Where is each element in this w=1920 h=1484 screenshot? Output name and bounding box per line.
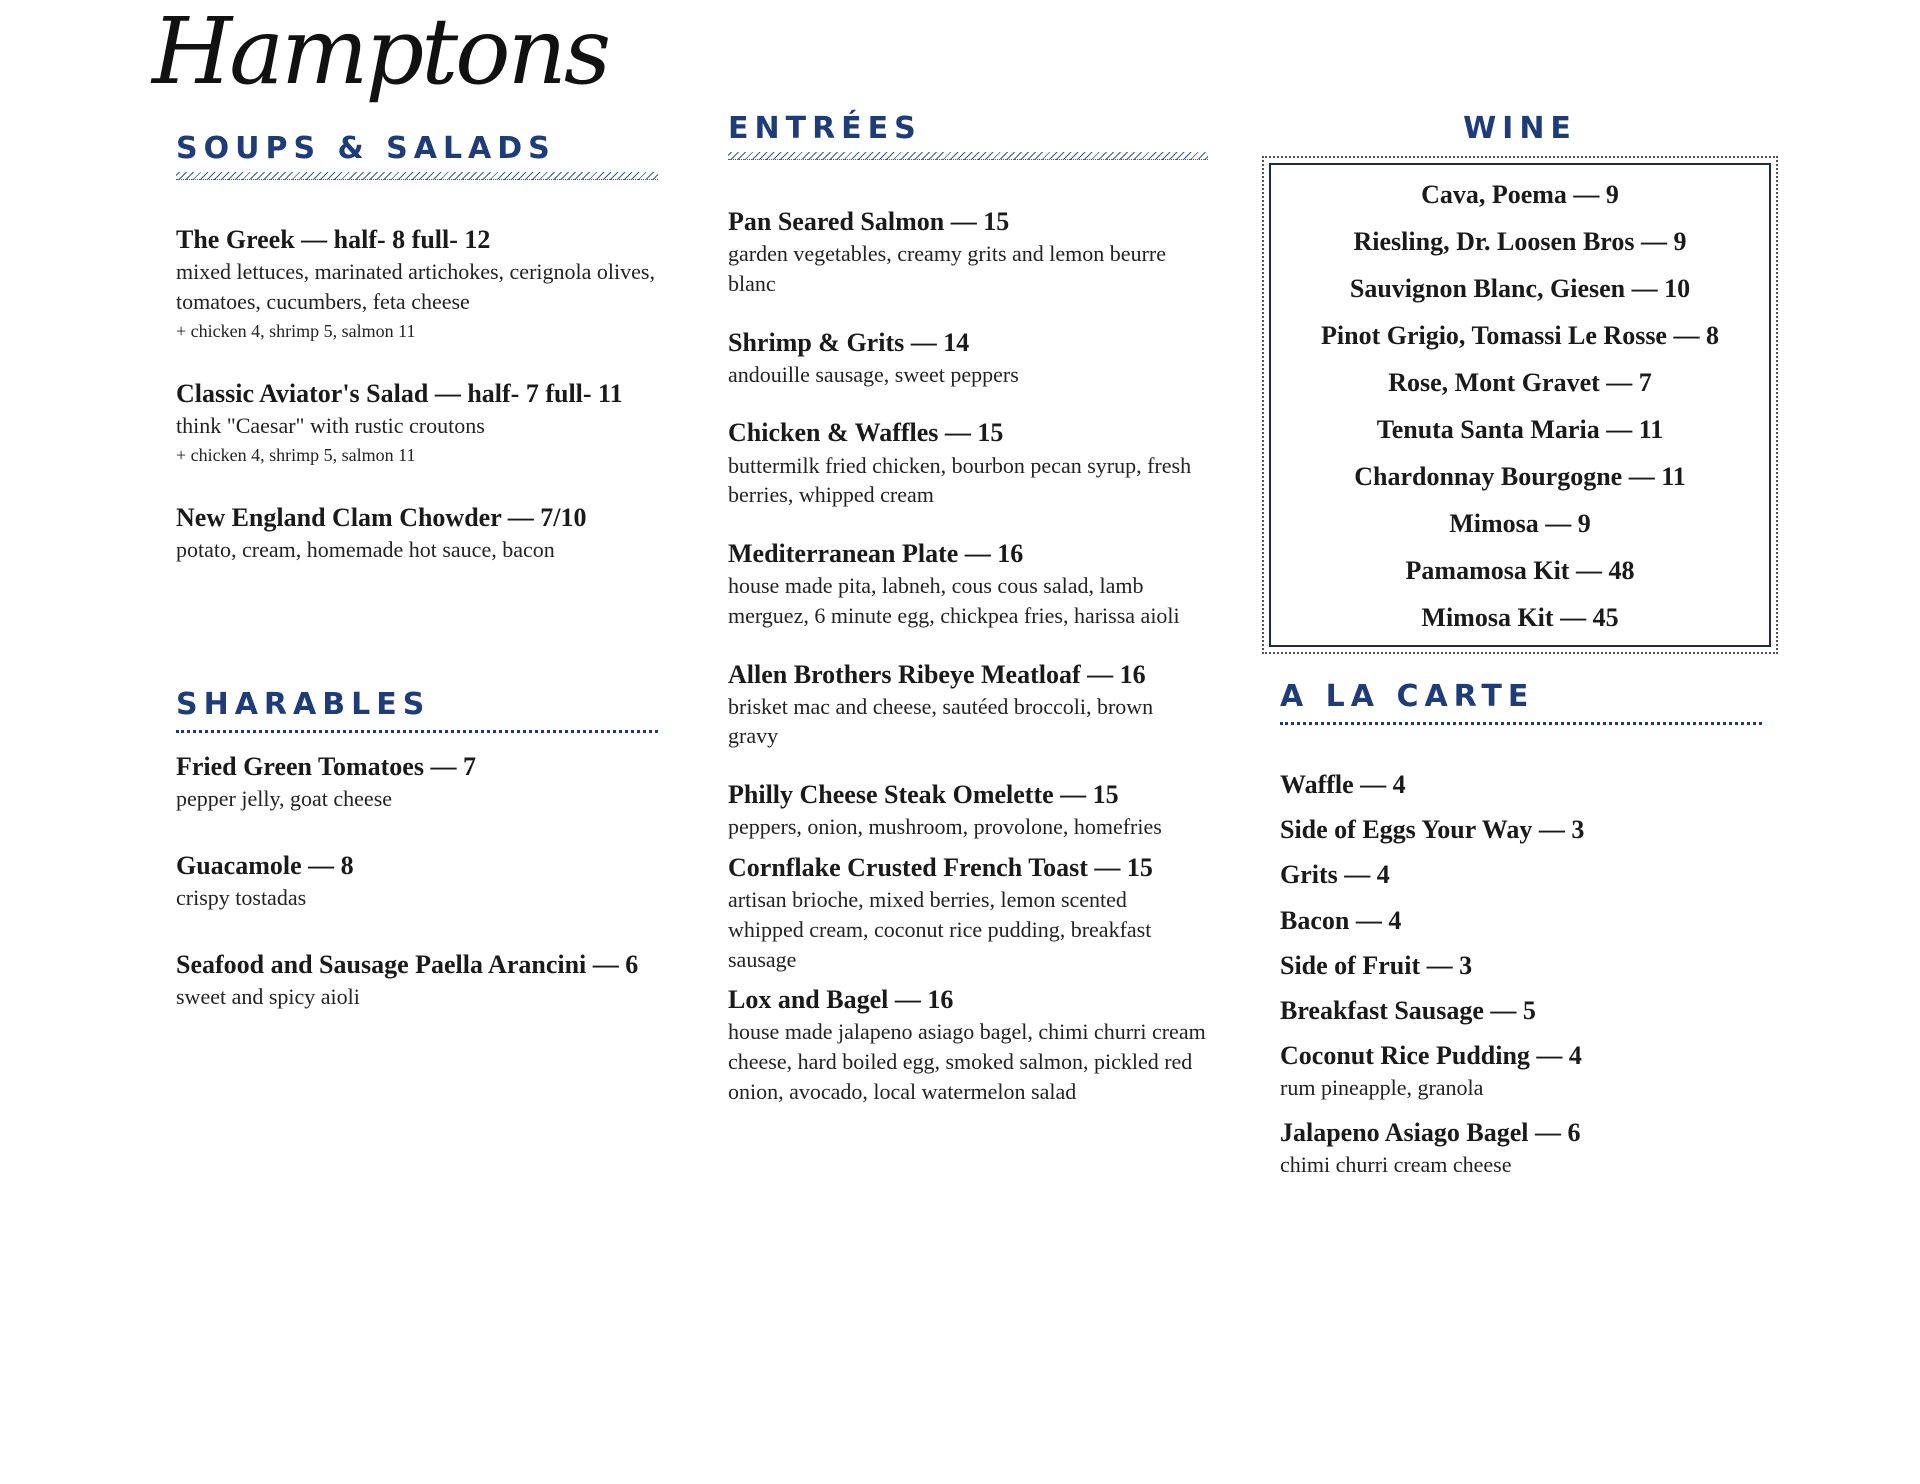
menu-item: [728, 206, 1208, 299]
item-name: New England Clam Chowder — 7/10: [176, 502, 587, 532]
entrees-items: [728, 206, 1208, 1107]
sharables-section: [176, 687, 658, 1048]
item-description: peppers, onion, mushroom, provolone, homefries: [728, 814, 1162, 840]
sharables-items: [176, 751, 658, 1012]
a-la-carte-heading: A LA CARTE: [1280, 679, 1535, 714]
item-name: Philly Cheese Steak Omelette — 15: [728, 780, 1119, 810]
item-name: Breakfast Sausage — 5: [1280, 995, 1536, 1025]
sharables-heading: SHARABLES: [176, 687, 431, 722]
item-description: crispy tostadas: [176, 885, 307, 911]
menu-item: [1280, 1117, 1762, 1180]
item-name: Shrimp & Grits — 14: [728, 327, 970, 357]
item-name: Coconut Rice Pudding — 4: [1280, 1041, 1582, 1071]
menu-item: [1280, 1040, 1762, 1103]
item-name: Mediterranean Plate — 16: [728, 539, 1024, 568]
item-name: Guacamole — 8: [176, 850, 354, 880]
menu-item: [728, 659, 1208, 752]
item-name: Classic Aviator's Salad — half- 7 full- 11: [176, 378, 623, 408]
item-description: andouille sausage, sweet peppers: [728, 361, 1019, 387]
item-name: Chicken & Waffles — 15: [728, 418, 1004, 448]
item-name: The Greek — half- 8 full- 12: [176, 225, 491, 254]
item-name: Seafood and Sausage Paella Arancini — 6: [176, 949, 639, 979]
menu-item: [176, 502, 658, 565]
item-name: Grits — 4: [1280, 860, 1390, 890]
item-description: house made pita, labneh, cous cous salad, lamb merguez, 6 minute egg, chickpea fries, harissa aioli: [728, 573, 1180, 628]
menu-item: [176, 751, 658, 814]
menu-item: [1280, 769, 1762, 800]
wine-frame: [1262, 156, 1778, 654]
section-divider: [728, 152, 1208, 160]
entrees-section: [728, 111, 1208, 1135]
item-name: Side of Eggs Your Way — 3: [1280, 815, 1585, 845]
menu-item: [1280, 905, 1762, 936]
wine-item: Pinot Grigio, Tomassi Le Rosse — 8: [1321, 321, 1719, 350]
item-name: Fried Green Tomatoes — 7: [176, 752, 476, 781]
restaurant-logo: Hamptons: [152, 0, 609, 105]
wine-item: Tenuta Santa Maria — 11: [1376, 415, 1664, 444]
wine-heading: WINE: [1463, 111, 1577, 146]
item-description: artisan brioche, mixed berries, lemon scented whipped cream, coconut rice pudding, breakfast sausage: [728, 887, 1152, 972]
item-name: Bacon — 4: [1280, 905, 1402, 935]
menu-item: [1280, 859, 1762, 890]
soups-items: [176, 224, 658, 565]
wine-item: Riesling, Dr. Loosen Bros — 9: [1353, 227, 1687, 256]
item-description: potato, cream, homemade hot sauce, bacon: [176, 537, 555, 562]
item-name: Cornflake Crusted French Toast — 15: [728, 853, 1153, 882]
item-description: brisket mac and cheese, sautéed broccoli, brown gravy: [728, 693, 1154, 749]
menu-item: [1280, 950, 1762, 981]
item-description: mixed lettuces, marinated artichokes, cerignola olives, tomatoes, cucumbers, feta cheese: [176, 259, 655, 314]
menu-item: [728, 779, 1208, 842]
section-divider: [1280, 722, 1762, 725]
item-description: house made jalapeno asiago bagel, chimi churri cream cheese, hard boiled egg, smoked salmon, pickled red onion, avocado, local watermelon salad: [728, 1019, 1206, 1104]
item-description: garden vegetables, creamy grits and lemon beurre blanc: [728, 241, 1166, 296]
entrees-heading: ENTRÉES: [728, 111, 922, 146]
wine-item: Sauvignon Blanc, Giesen — 10: [1349, 274, 1691, 303]
wine-item: Rose, Mont Gravet — 7: [1388, 368, 1652, 397]
menu-item: [728, 327, 1208, 390]
wine-item: Mimosa Kit — 45: [1421, 603, 1619, 632]
item-name: Pan Seared Salmon — 15: [728, 207, 1010, 236]
menu-item: [176, 224, 658, 344]
item-description: pepper jelly, goat cheese: [176, 786, 393, 812]
soups-salads-section: [176, 131, 658, 599]
section-divider: [176, 172, 658, 180]
wine-section: [1262, 111, 1778, 654]
menu-item: [176, 850, 658, 913]
menu-item: [728, 538, 1208, 631]
item-description: buttermilk fried chicken, bourbon pecan syrup, fresh berries, whipped cream: [728, 452, 1192, 508]
wine-item: Chardonnay Bourgogne — 11: [1354, 462, 1686, 491]
soups-salads-heading: SOUPS & SALADS: [176, 131, 556, 166]
a-la-carte-section: [1280, 679, 1762, 1194]
menu-item: [1280, 995, 1762, 1026]
menu-item: [728, 417, 1208, 510]
wine-item: Pamamosa Kit — 48: [1405, 556, 1635, 585]
item-name: Waffle — 4: [1280, 770, 1406, 799]
item-description: think "Caesar" with rustic croutons: [176, 412, 485, 438]
menu-item: [176, 378, 658, 468]
menu-item: [728, 984, 1208, 1106]
item-name: Allen Brothers Ribeye Meatloaf — 16: [728, 659, 1146, 689]
menu-item: [728, 852, 1208, 974]
item-addons: + chicken 4, shrimp 5, salmon 11: [176, 444, 416, 465]
a-la-carte-items: [1280, 769, 1762, 1180]
menu-item: [1280, 814, 1762, 845]
item-name: Side of Fruit — 3: [1280, 950, 1473, 980]
item-addons: + chicken 4, shrimp 5, salmon 11: [176, 320, 416, 341]
wine-item: Cava, Poema — 9: [1421, 180, 1619, 209]
wine-list: [1269, 163, 1771, 647]
section-divider: [176, 730, 658, 733]
item-name: Lox and Bagel — 16: [728, 985, 954, 1015]
item-description: sweet and spicy aioli: [176, 983, 360, 1009]
item-name: Jalapeno Asiago Bagel — 6: [1280, 1118, 1581, 1147]
item-description: chimi churri cream cheese: [1280, 1152, 1512, 1178]
item-description: rum pineapple, granola: [1280, 1075, 1484, 1101]
menu-item: [176, 949, 658, 1012]
wine-item: Mimosa — 9: [1449, 509, 1591, 538]
